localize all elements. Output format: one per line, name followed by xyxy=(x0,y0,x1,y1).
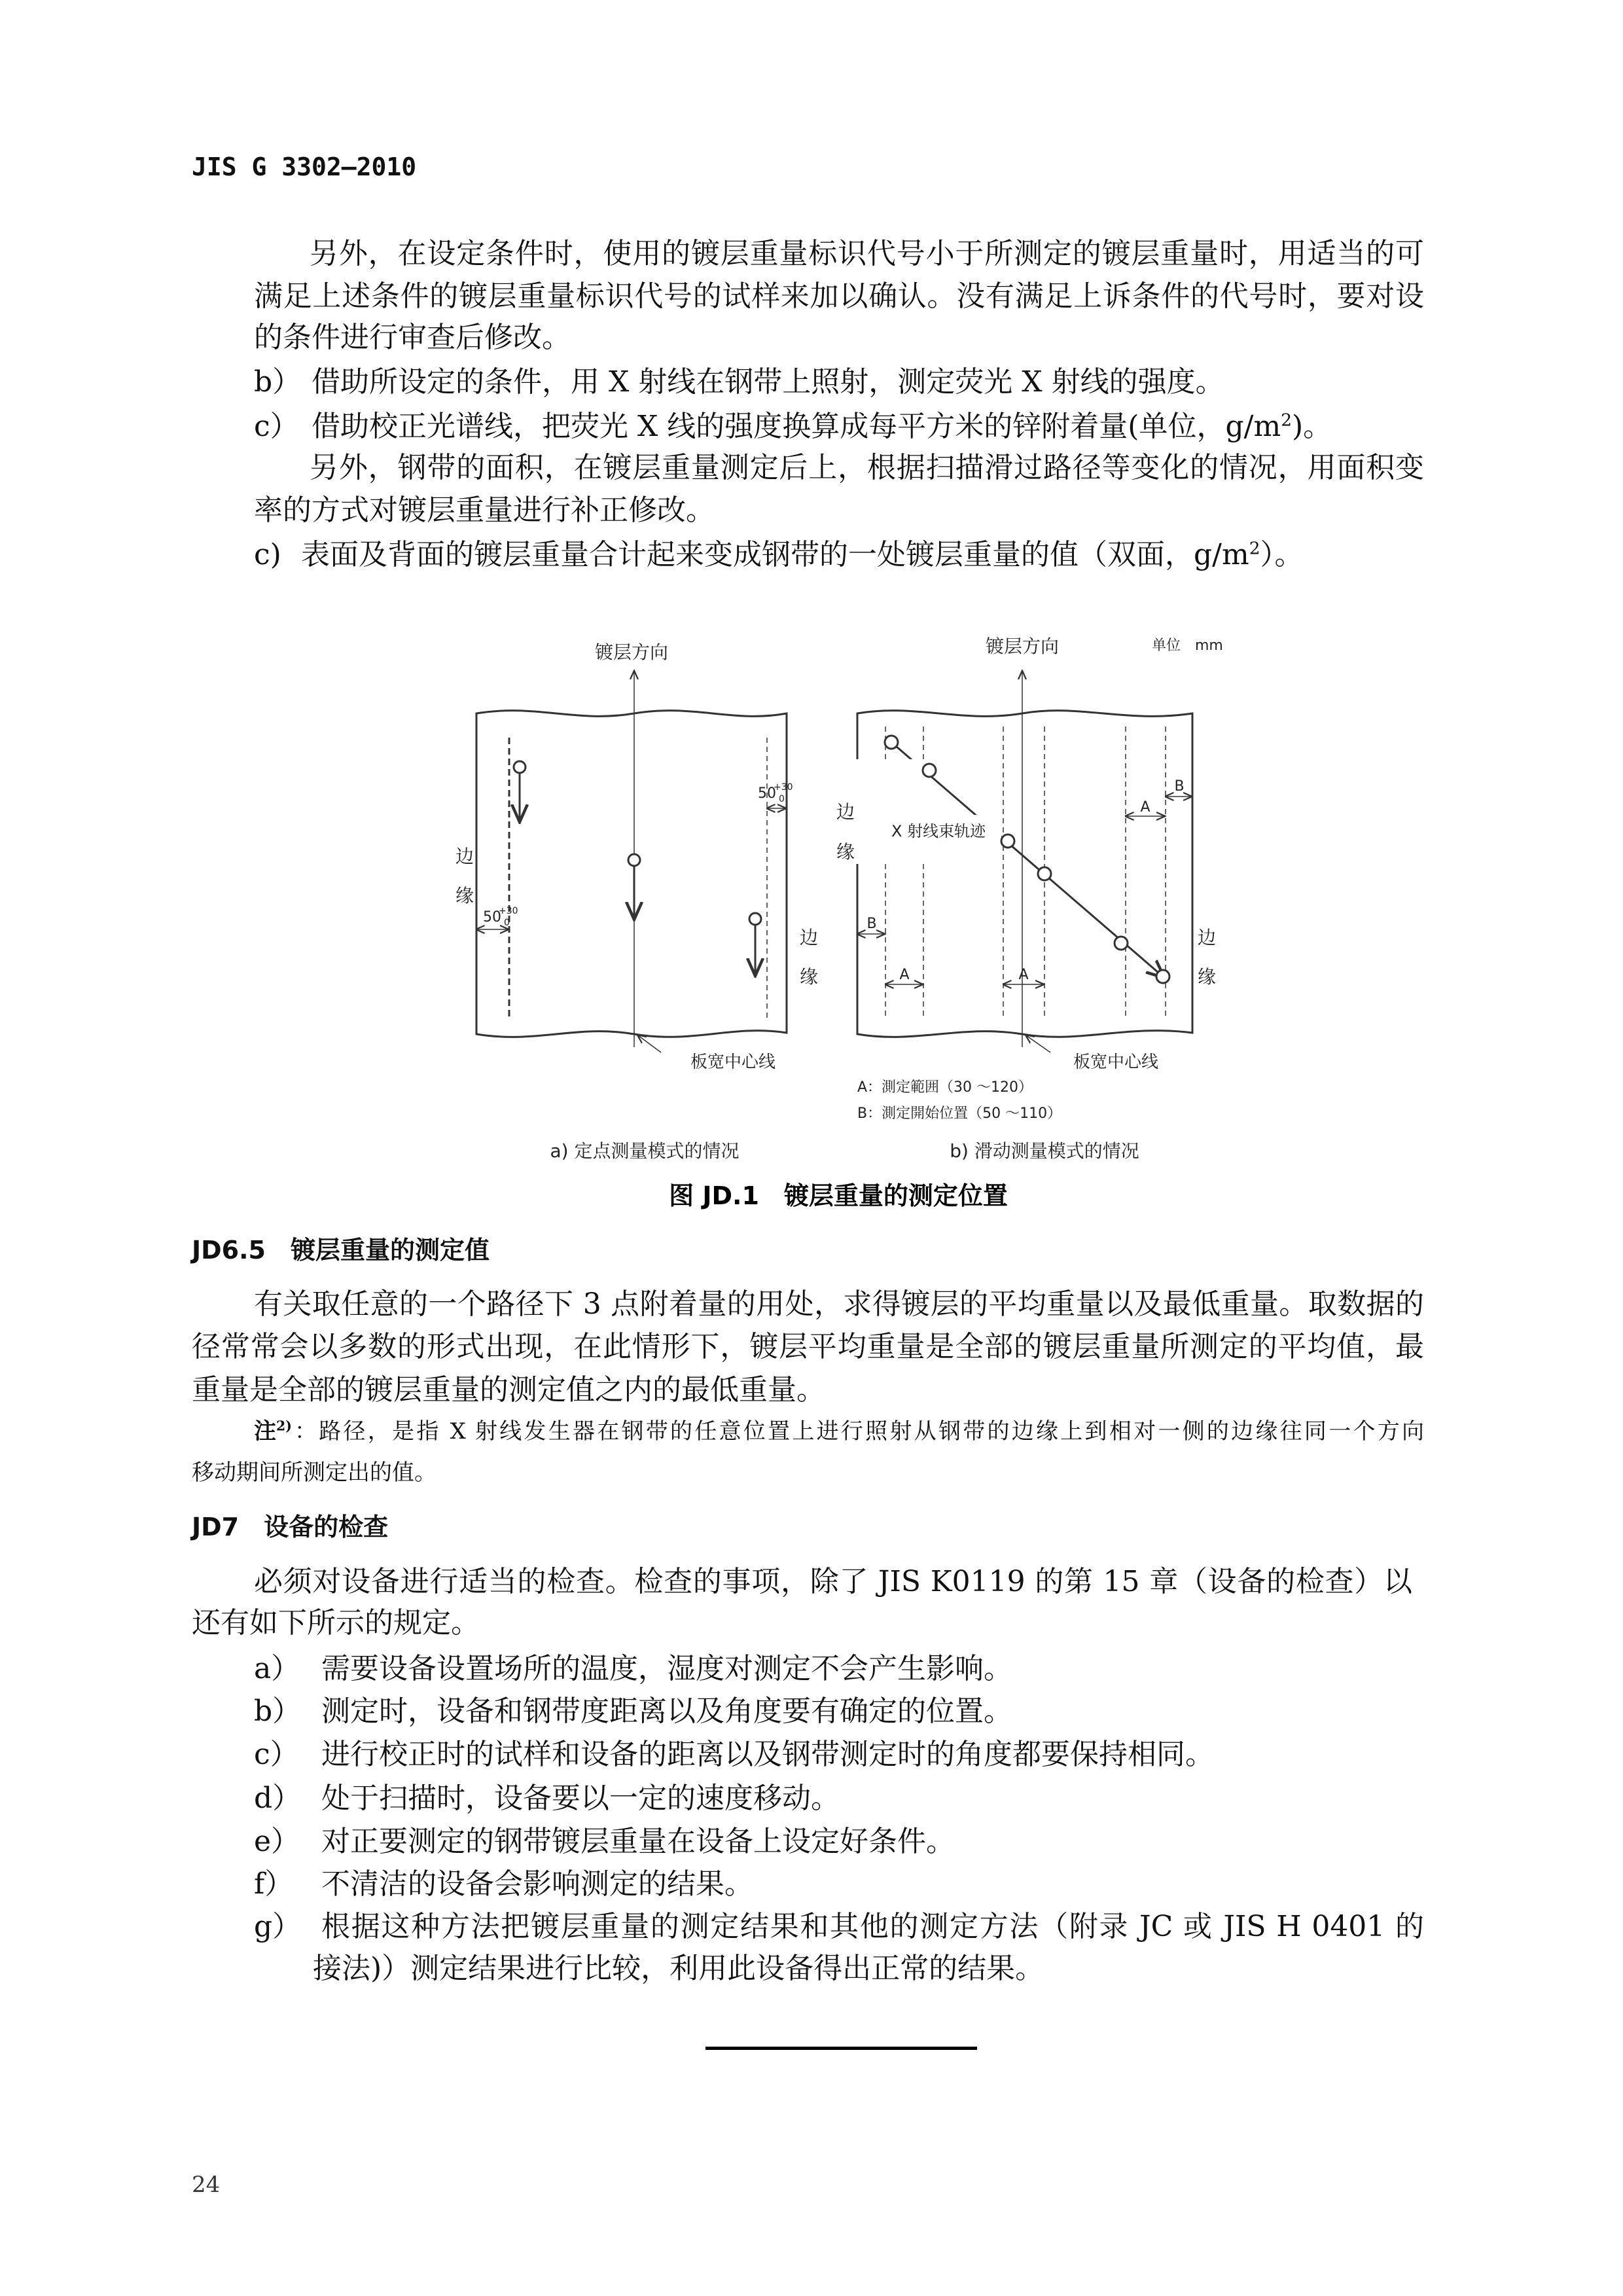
dimension-label-a: A xyxy=(1018,967,1029,983)
dimension-label-a: A xyxy=(1140,799,1150,816)
paragraph-line: 的条件进行审查后修改。 xyxy=(254,321,571,354)
dimension-label-b: B xyxy=(866,916,877,932)
note-line: ：路径，是指 X 射线发生器在钢带的任意位置上进行照射从钢带的边缘上到相对一侧的边缘往同一个方向 xyxy=(294,1418,1424,1444)
xray-track-label: X 射线束轨迹 xyxy=(891,822,986,840)
leader-line xyxy=(638,1035,661,1052)
item-tail: )。 xyxy=(1291,410,1332,443)
list-label: e） xyxy=(254,1825,300,1858)
list-item: 不清洁的设备会影响测定的结果。 xyxy=(321,1867,753,1901)
list-item: 根据这种方法把镀层重量的测定结果和其他的测定方法（附录 JC 或 JIS H 0401 的 xyxy=(321,1910,1424,1943)
strip-outline xyxy=(476,711,787,1037)
measurement-point xyxy=(885,736,898,749)
list-label: b） xyxy=(254,1695,302,1728)
measurement-point xyxy=(923,764,936,777)
item-text: 表面及背面的镀层重量合计起来变成钢带的一处镀层重量的值（双面，g/m xyxy=(301,538,1249,571)
paragraph-line: 必须对设备进行适当的检查。检查的事项，除了 JIS K0119 的第 15 章（设备的检查）以 xyxy=(254,1565,1412,1598)
tolerance-upper: +30 xyxy=(774,782,793,793)
edge-label: 缘 xyxy=(836,841,855,863)
list-item: 测定时，设备和钢带度距离以及角度要有确定的位置。 xyxy=(321,1695,1012,1728)
paragraph-line: 径常常会以多数的形式出现，在此情形下，镀层平均重量是全部的镀层重量所测定的平均值，最 xyxy=(192,1330,1424,1363)
list-label: c） xyxy=(254,1738,299,1771)
tolerance-value: 50 xyxy=(483,909,501,925)
edge-label: 边 xyxy=(836,801,855,823)
list-label: d） xyxy=(254,1782,302,1815)
note-ref: 2) xyxy=(276,1418,292,1434)
list-label: c) xyxy=(254,538,281,571)
paragraph-line: 另外，在设定条件时，使用的镀层重量标识代号小于所测定的镀层重量时，用适当的可 xyxy=(310,237,1424,270)
list-item: 处于扫描时，设备要以一定的速度移动。 xyxy=(321,1782,840,1815)
list-item: 进行校正时的试样和设备的距离以及钢带测定时的角度都要保持相同。 xyxy=(321,1738,1214,1771)
panel-a-fixed-point xyxy=(476,672,787,1052)
list-label: c） xyxy=(254,410,299,443)
centerline-label: 板宽中心线 xyxy=(1073,1052,1159,1072)
document-header: JIS G 3302—2010 xyxy=(192,152,417,181)
legend-b: B：測定開始位置（50 ～110） xyxy=(857,1105,1062,1122)
measurement-point xyxy=(1115,937,1128,950)
measurement-point xyxy=(749,913,761,925)
tolerance-lower: 0 xyxy=(504,918,510,928)
panel-b-sliding xyxy=(851,672,1192,1052)
paragraph-line: 另外，钢带的面积，在镀层重量测定后上，根据扫描滑过路径等变化的情况，用面积变 xyxy=(310,451,1424,484)
caption-a: a) 定点测量模式的情况 xyxy=(550,1140,740,1162)
list-label: b） xyxy=(254,365,302,399)
edge-label: 缘 xyxy=(455,885,474,906)
end-rule xyxy=(705,2047,977,2050)
item-tail: ）。 xyxy=(1260,538,1304,571)
centerline-label: 板宽中心线 xyxy=(690,1052,776,1072)
legend-a: A：測定範囲（30 ～120） xyxy=(857,1079,1033,1096)
edge-label: 缘 xyxy=(1197,966,1217,988)
measurement-point xyxy=(514,761,526,773)
list-item: 借助所设定的条件，用 X 射线在钢带上照射，测定荧光 X 射线的强度。 xyxy=(312,365,1224,399)
edge-label: 边 xyxy=(799,927,819,948)
list-label: f） xyxy=(254,1867,294,1901)
dimension-label-a: A xyxy=(899,967,910,983)
item-text: 借助校正光谱线，把荧光 X 线的强度换算成每平方米的锌附着量(单位，g/m xyxy=(312,410,1281,443)
label-background xyxy=(851,759,929,864)
figure-title: 图 JD.1 镀层重量的测定位置 xyxy=(669,1181,1008,1210)
paragraph-line: 满足上述条件的镀层重量标识代号的试样来加以确认。没有满足上诉条件的代号时，要对设 xyxy=(254,279,1424,313)
note-label xyxy=(254,1416,292,1446)
tolerance-value: 50 xyxy=(758,785,776,802)
page-number: 24 xyxy=(192,2172,221,2198)
tolerance-upper: +30 xyxy=(499,906,518,916)
edge-label: 边 xyxy=(1197,927,1217,948)
note-label-text: 注 xyxy=(254,1418,276,1444)
dimension-label-b: B xyxy=(1174,778,1185,795)
measurement-point xyxy=(1156,970,1169,983)
list-item: 对正要测定的钢带镀层重量在设备上设定好条件。 xyxy=(321,1825,955,1858)
list-label: a） xyxy=(254,1652,300,1685)
note-line: 移动期间所测定出的值。 xyxy=(192,1460,437,1486)
list-label: g） xyxy=(254,1910,302,1943)
leader-line xyxy=(1026,1035,1050,1052)
measurement-point xyxy=(628,854,640,866)
edge-label: 缘 xyxy=(799,966,819,988)
paragraph-line: 率的方式对镀层重量进行补正修改。 xyxy=(254,493,715,527)
tolerance-lower: 0 xyxy=(779,794,785,804)
section-heading: JD7 设备的检查 xyxy=(192,1513,389,1541)
paragraph-line: 有关取任意的一个路径下 3 点附着量的用处，求得镀层的平均重量以及最低重量。取数据的 xyxy=(254,1287,1424,1321)
unit-label: 单位 mm xyxy=(1152,637,1223,654)
paragraph-line: 重量是全部的镀层重量的测定值之内的最低重量。 xyxy=(192,1373,825,1407)
paragraph-line: 还有如下所示的规定。 xyxy=(192,1606,480,1640)
caption-b: b) 滑动测量模式的情况 xyxy=(950,1140,1139,1162)
section-heading: JD6.5 镀层重量的测定值 xyxy=(192,1236,490,1265)
edge-label: 边 xyxy=(455,846,474,867)
coating-direction-label: 镀层方向 xyxy=(594,641,669,663)
measurement-point xyxy=(1038,867,1051,880)
measurement-point xyxy=(1001,834,1014,848)
list-item: 需要设备设置场所的温度，湿度对测定不会产生影响。 xyxy=(321,1652,1012,1685)
list-item-continuation: 接法)）测定结果进行比较，利用此设备得出正常的结果。 xyxy=(313,1952,1044,1985)
superscript: 2 xyxy=(1281,410,1292,431)
coating-direction-label: 镀层方向 xyxy=(985,636,1060,657)
superscript: 2 xyxy=(1249,538,1260,559)
